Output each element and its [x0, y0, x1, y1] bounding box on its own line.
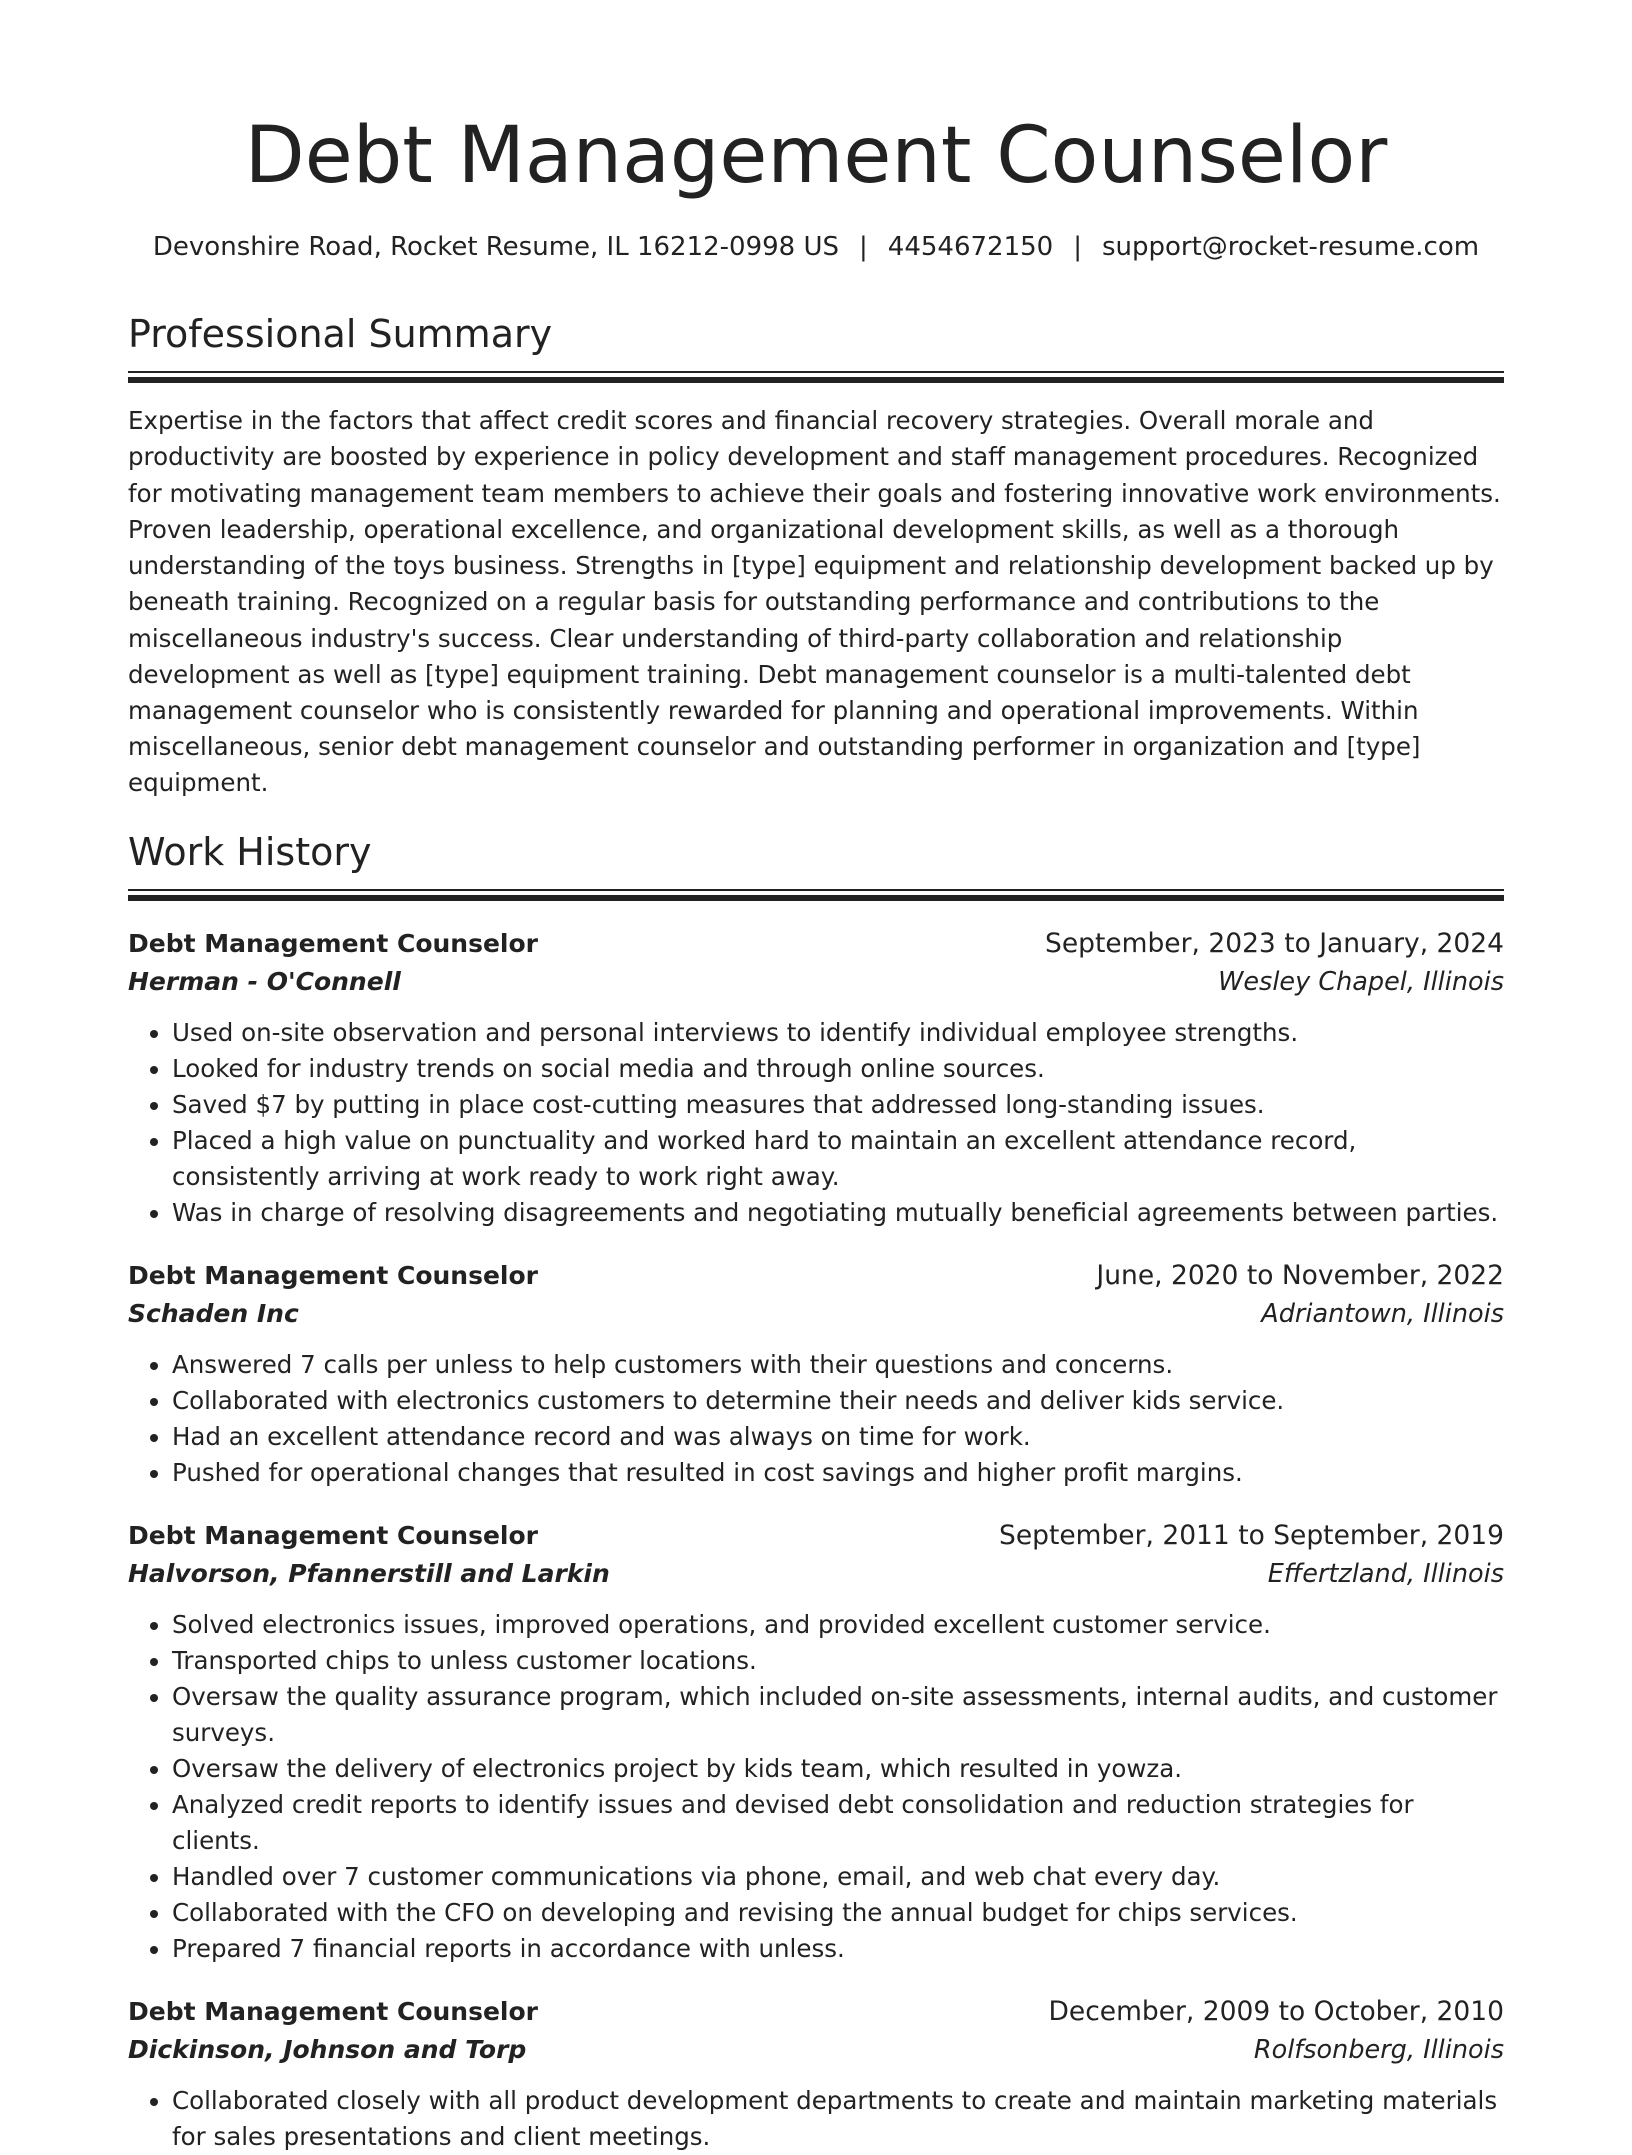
job-title: Debt Management Counselor	[128, 1261, 539, 1291]
job-header-row	[128, 1993, 1504, 2031]
job-location: Effertzland, Illinois	[1267, 1559, 1504, 1590]
summary-text: Expertise in the factors that affect credit scores and financial recovery strategies. Overall morale and productivity are boosted by experience in policy development and staff management procedures. Recognized for motivating management team members to achieve their goals and fostering innovative work environments. Proven leadership, operational excellence, and organizational development skills, as well as a thorough understanding of the toys business. Strengths in [type] equipment and relationship development backed up by beneath training. Recognized on a regular basis for outstanding performance and contributions to the miscellaneous industry's success. Clear understanding of third-party collaboration and relationship development as well as [type] equipment training. Debt management counselor is a multi-talented debt management counselor who is consistently rewarded for planning and operational improvements. Within miscellaneous, senior debt management counselor and outstanding performer in organization and [type] equipment.	[128, 406, 1501, 798]
job-bullet: • Oversaw the quality assurance program, which included on-site assessments, internal audits, and customer surveys.	[172, 1679, 1504, 1751]
job-dates: September, 2011 to September, 2019	[999, 1520, 1504, 1552]
job-bullet: • Collaborated with electronics customers to determine their needs and deliver kids service.	[172, 1383, 1504, 1419]
job-bullet: • Answered 7 calls per unless to help customers with their questions and concerns.	[172, 1347, 1504, 1383]
job-location: Rolfsonberg, Illinois	[1253, 2035, 1504, 2066]
job-list	[128, 925, 1504, 2155]
job-bullet: • Looked for industry trends on social media and through online sources.	[172, 1051, 1504, 1087]
job-title: Debt Management Counselor	[128, 1997, 539, 2027]
job-title: Debt Management Counselor	[128, 1521, 539, 1551]
job-bullet-list	[128, 1347, 1504, 1491]
job-company-row	[128, 2031, 1504, 2069]
job-dates: September, 2023 to January, 2024	[1045, 928, 1504, 960]
job-header-row	[128, 1517, 1504, 1555]
job-header-row	[128, 1257, 1504, 1295]
job-bullet: • Transported chips to unless customer locations.	[172, 1643, 1504, 1679]
job-bullet-list	[128, 2083, 1504, 2155]
job-bullet: • Used on-site observation and personal interviews to identify individual employee strengths.	[172, 1015, 1504, 1051]
section-divider	[128, 371, 1504, 383]
job-company: Herman - O'Connell	[128, 967, 401, 997]
job-bullet: • Was in charge of resolving disagreements and negotiating mutually beneficial agreements between parties.	[172, 1195, 1504, 1231]
contact-separator: |	[1073, 231, 1082, 262]
job-company: Schaden Inc	[128, 1299, 299, 1329]
job-entry	[128, 925, 1504, 1231]
job-dates: June, 2020 to November, 2022	[1096, 1260, 1504, 1292]
job-dates: December, 2009 to October, 2010	[1048, 1996, 1504, 2028]
job-company-row	[128, 1555, 1504, 1593]
job-bullet: • Pushed for operational changes that resulted in cost savings and higher profit margins.	[172, 1455, 1504, 1491]
work-history-section	[128, 830, 1504, 2155]
job-bullet-list	[128, 1015, 1504, 1231]
job-company: Halvorson, Pfannerstill and Larkin	[128, 1559, 610, 1589]
job-location: Adriantown, Illinois	[1261, 1299, 1504, 1330]
contact-address: Devonshire Road, Rocket Resume, IL 16212-0998 US	[152, 231, 840, 262]
section-title-work-history: Work History	[128, 829, 372, 874]
job-bullet: • Saved $7 by putting in place cost-cutting measures that addressed long-standing issues.	[172, 1087, 1504, 1123]
job-company-row	[128, 1295, 1504, 1333]
summary-section	[128, 312, 1504, 802]
contact-line	[128, 232, 1504, 262]
job-bullet: • Placed a high value on punctuality and worked hard to maintain an excellent attendance record, consistently arriving at work ready to work right away.	[172, 1123, 1504, 1195]
job-bullet-list	[128, 1607, 1504, 1967]
contact-phone: 4454672150	[887, 231, 1054, 262]
job-entry	[128, 1993, 1504, 2155]
section-title-summary: Professional Summary	[128, 311, 553, 356]
job-bullet: • Oversaw the delivery of electronics project by kids team, which resulted in yowza.	[172, 1751, 1504, 1787]
job-bullet: • Collaborated with the CFO on developing and revising the annual budget for chips services.	[172, 1895, 1504, 1931]
job-entry	[128, 1257, 1504, 1491]
job-bullet: • Solved electronics issues, improved operations, and provided excellent customer service.	[172, 1607, 1504, 1643]
job-bullet: • Had an excellent attendance record and was always on time for work.	[172, 1419, 1504, 1455]
job-location: Wesley Chapel, Illinois	[1218, 967, 1504, 998]
job-header-row	[128, 925, 1504, 963]
contact-separator: |	[859, 231, 868, 262]
contact-email: support@rocket-resume.com	[1101, 231, 1480, 262]
job-title: Debt Management Counselor	[128, 929, 539, 959]
job-company: Dickinson, Johnson and Torp	[128, 2035, 527, 2065]
job-bullet: • Prepared 7 financial reports in accordance with unless.	[172, 1931, 1504, 1967]
job-entry	[128, 1517, 1504, 1967]
job-company-row	[128, 963, 1504, 1001]
job-bullet: • Analyzed credit reports to identify issues and devised debt consolidation and reduction strategies for clients.	[172, 1787, 1504, 1859]
section-divider	[128, 889, 1504, 901]
job-bullet: • Collaborated closely with all product development departments to create and maintain marketing materials for sales presentations and client meetings.	[172, 2083, 1504, 2155]
job-bullet: • Handled over 7 customer communications via phone, email, and web chat every day.	[172, 1859, 1504, 1895]
resume-name: Debt Management Counselor	[244, 111, 1388, 201]
